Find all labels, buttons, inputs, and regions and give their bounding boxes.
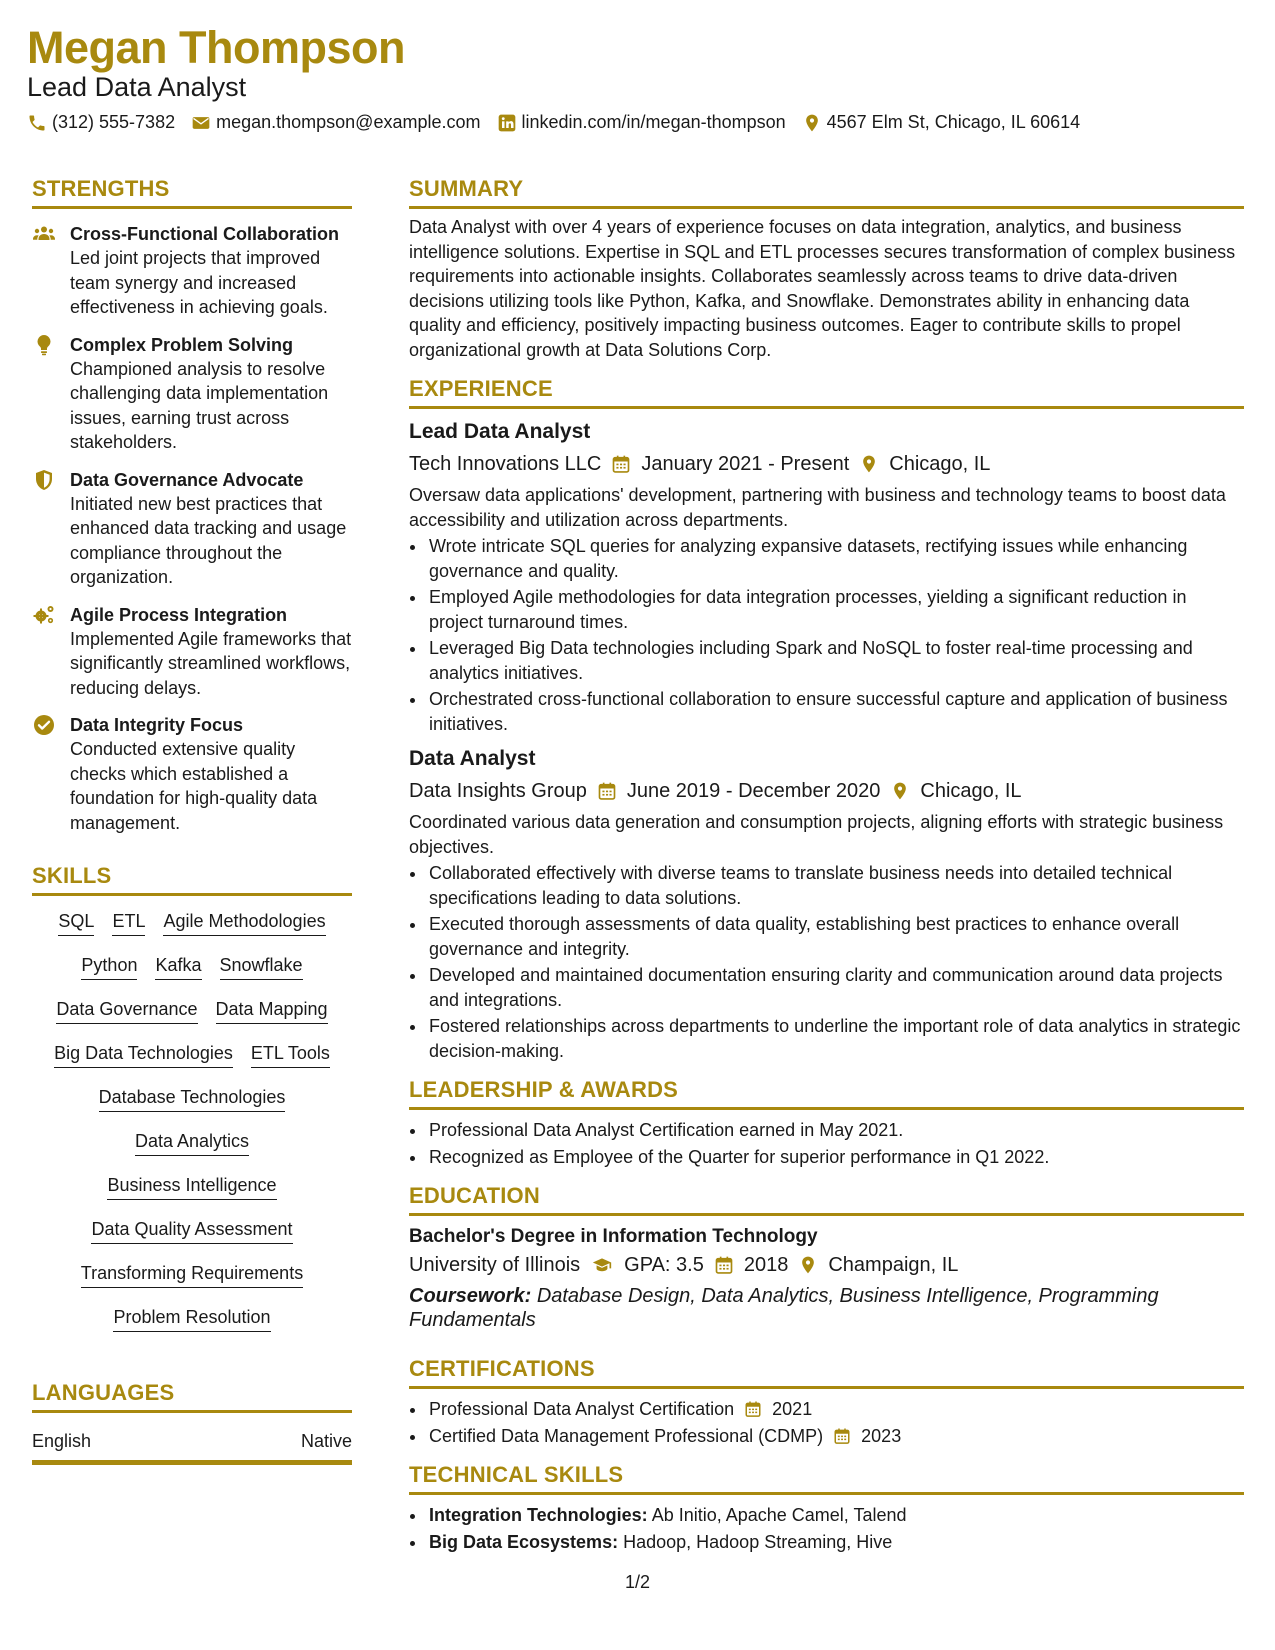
- language-level: Native: [300, 1431, 352, 1451]
- certifications-heading: CERTIFICATIONS: [409, 1356, 1244, 1389]
- certification-year: 2023: [861, 1425, 902, 1446]
- job-description: Coordinated various data generation and consumption projects, aligning efforts with strategic business objectives.: [409, 812, 1224, 857]
- skill-tag: Transforming Requirements: [81, 1262, 303, 1288]
- phone-icon: [27, 113, 47, 133]
- job-meta: [409, 778, 1244, 804]
- strength-item: [32, 714, 352, 835]
- skill-tag: ETL Tools: [251, 1042, 330, 1068]
- linkedin-icon: [497, 113, 517, 133]
- technical-skills-list: [409, 1503, 1244, 1554]
- certification-name: • Certified Data Management Professional (CDMP): [429, 1425, 824, 1446]
- strength-title: Data Governance Advocate: [70, 469, 304, 490]
- languages-heading: LANGUAGES: [32, 1380, 352, 1413]
- left-column: [32, 176, 352, 1465]
- job-description: Oversaw data applications' development, partnering with business and technology teams to boost data accessibility and utilization across departments.: [409, 485, 1226, 530]
- strength-item: [32, 334, 352, 455]
- skill-row: [32, 954, 352, 980]
- skill-tag: Business Intelligence: [107, 1174, 276, 1200]
- education-meta: [409, 1252, 1244, 1278]
- candidate-name: Megan Thompson: [27, 22, 405, 73]
- email-text[interactable]: megan.thompson@example.com: [216, 112, 481, 132]
- skill-row: [32, 1218, 352, 1244]
- check-circle-icon: [32, 713, 56, 737]
- experience-heading: EXPERIENCE: [409, 376, 1244, 409]
- contact-bar: [27, 112, 1247, 133]
- certification-item: [427, 1397, 1244, 1422]
- skill-tag: Problem Resolution: [113, 1306, 270, 1332]
- page-number: 1/2: [624, 1572, 651, 1592]
- resume-header: [27, 22, 1247, 133]
- strength-title: Agile Process Integration: [70, 604, 288, 625]
- job-bullet: • Collaborated effectively with diverse teams to translate business needs into detailed technical specifications leading to data solutions.: [427, 861, 1244, 910]
- calendar-icon: [714, 1255, 734, 1275]
- job-bullet: • Executed thorough assessments of data quality, establishing best practices to enhance overall governance and integrity.: [427, 912, 1244, 961]
- skill-tag: Kafka: [155, 954, 201, 980]
- strength-title: Data Integrity Focus: [70, 715, 244, 735]
- job-location: Chicago, IL: [920, 780, 1022, 802]
- coursework-text: Database Design, Data Analytics, Business Intelligence, Programming Fundamentals: [409, 1285, 1159, 1331]
- technical-skills-heading: TECHNICAL SKILLS: [409, 1462, 1244, 1495]
- strength-item: [32, 604, 352, 701]
- leadership-item: • Recognized as Employee of the Quarter for superior performance in Q1 2022.: [427, 1145, 1244, 1170]
- languages-section: [32, 1380, 352, 1465]
- skill-tag: Data Quality Assessment: [91, 1218, 292, 1244]
- job-bullet: • Wrote intricate SQL queries for analyzing expansive datasets, rectifying issues while enhancing governance and quality.: [427, 534, 1244, 583]
- technical-skill-value: Ab Initio, Apache Camel, Talend: [651, 1505, 907, 1525]
- education-gpa: GPA: 3.5: [624, 1254, 704, 1276]
- contact-phone: [27, 112, 175, 133]
- education-degree: Bachelor's Degree in Information Technology: [409, 1226, 818, 1247]
- calendar-icon: [833, 1427, 851, 1445]
- linkedin-text[interactable]: linkedin.com/in/megan-thompson: [521, 112, 786, 132]
- language-name: English: [32, 1431, 92, 1451]
- skill-tag: Data Governance: [56, 998, 197, 1024]
- job-bullets: [409, 534, 1244, 736]
- skill-row: [32, 998, 352, 1024]
- skill-tag: SQL: [58, 910, 94, 936]
- shield-icon: [32, 468, 56, 492]
- leadership-section: [409, 1077, 1244, 1169]
- skill-row: [32, 1130, 352, 1156]
- job-title: Data Analyst: [409, 747, 536, 770]
- job-company: Data Insights Group: [409, 780, 587, 802]
- certifications-list: [409, 1397, 1244, 1448]
- skill-row: [32, 1042, 352, 1068]
- strength-desc: Initiated new best practices that enhanced data tracking and usage compliance throughout the organization.: [70, 493, 347, 587]
- education-heading: EDUCATION: [409, 1183, 1244, 1216]
- skill-row: [32, 1086, 352, 1112]
- candidate-title: Lead Data Analyst: [27, 72, 247, 102]
- leadership-item: • Professional Data Analyst Certification earned in May 2021.: [427, 1118, 1244, 1143]
- strength-desc: Championed analysis to resolve challenging data implementation issues, earning trust across stakeholders.: [70, 358, 329, 452]
- envelope-icon: [191, 113, 211, 133]
- technical-skill-label: Integration Technologies:: [429, 1505, 648, 1525]
- summary-section: [409, 176, 1244, 362]
- skill-tag: Data Analytics: [135, 1130, 249, 1156]
- skills-heading: SKILLS: [32, 863, 352, 896]
- job-bullet: • Orchestrated cross-functional collaboration to ensure successful capture and application of business initiatives.: [427, 687, 1244, 736]
- address-text: 4567 Elm St, Chicago, IL 60614: [826, 112, 1081, 132]
- job-bullet: • Fostered relationships across departments to underline the important role of data analytics in strategic decision-making.: [427, 1014, 1244, 1063]
- job-location: Chicago, IL: [889, 453, 991, 475]
- skill-row: [32, 1306, 352, 1332]
- users-icon: [32, 222, 56, 246]
- certification-name: • Professional Data Analyst Certification: [429, 1399, 735, 1419]
- job-entry: [409, 419, 1244, 736]
- graduation-cap-icon: [590, 1255, 614, 1275]
- coursework-label: Coursework:: [409, 1285, 532, 1307]
- technical-skills-section: [409, 1462, 1244, 1554]
- strengths-list: [32, 223, 352, 835]
- contact-address: [802, 112, 1081, 133]
- map-pin-icon: [890, 781, 910, 801]
- education-location: Champaign, IL: [828, 1254, 959, 1276]
- technical-skill-label: Big Data Ecosystems:: [429, 1531, 619, 1552]
- calendar-icon: [597, 781, 617, 801]
- job-bullet: • Employed Agile methodologies for data integration processes, yielding a significant reduction in project turnaround times.: [427, 585, 1244, 634]
- job-bullet: • Developed and maintained documentation ensuring clarity and communication around data projects and integrations.: [427, 963, 1244, 1012]
- skill-row: [32, 910, 352, 936]
- technical-skill-item: [427, 1530, 1244, 1555]
- skills-list: [32, 910, 352, 1332]
- education-section: [409, 1183, 1244, 1332]
- calendar-icon: [744, 1400, 762, 1418]
- map-pin-icon: [798, 1255, 818, 1275]
- technical-skill-value: Hadoop, Hadoop Streaming, Hive: [623, 1531, 893, 1552]
- right-column: [409, 176, 1244, 1562]
- skill-row: [32, 1174, 352, 1200]
- contact-email[interactable]: [191, 112, 480, 133]
- job-dates: June 2019 - December 2020: [626, 780, 881, 802]
- contact-linkedin[interactable]: [497, 112, 786, 133]
- map-pin-icon: [859, 454, 879, 474]
- experience-section: [409, 376, 1244, 1063]
- strength-item: [32, 469, 352, 590]
- language-row: [32, 1431, 352, 1465]
- summary-heading: SUMMARY: [409, 176, 1244, 209]
- strength-desc: Led joint projects that improved team synergy and increased effectiveness in achieving goals.: [70, 248, 328, 317]
- strength-title: Complex Problem Solving: [70, 334, 294, 355]
- certification-year: 2021: [772, 1399, 813, 1419]
- technical-skill-item: [427, 1503, 1244, 1528]
- skill-tag: Big Data Technologies: [54, 1042, 233, 1068]
- skill-tag: Snowflake: [220, 954, 303, 980]
- gears-icon: [32, 603, 56, 627]
- certifications-section: [409, 1356, 1244, 1448]
- skill-tag: Data Mapping: [216, 998, 328, 1024]
- phone-text: (312) 555-7382: [52, 112, 176, 132]
- skill-tag: Agile Methodologies: [163, 910, 325, 936]
- job-title: Lead Data Analyst: [409, 420, 591, 443]
- map-pin-icon: [802, 113, 822, 133]
- certification-item: [427, 1424, 1244, 1449]
- strength-desc: Implemented Agile frameworks that significantly streamlined workflows, reducing delays.: [70, 628, 352, 698]
- job-bullet: • Leveraged Big Data technologies including Spark and NoSQL to foster real-time processing and analytics initiatives.: [427, 636, 1244, 685]
- job-bullets: [409, 861, 1244, 1063]
- education-year: 2018: [743, 1254, 789, 1276]
- job-dates: January 2021 - Present: [641, 453, 850, 475]
- summary-text: Data Analyst with over 4 years of experience focuses on data integration, analytics, and business intelligence solutions. Expertise in SQL and ETL processes secures transformation of complex business requirements into actionable insights. Collaborates seamlessly across teams to drive data-driven decisions utilizing tools like Python, Kafka, and Snowflake. Demonstrates ability in enhancing data quality and efficiency, positively impacting business outcomes. Eager to contribute skills to propel organizational growth at Data Solutions Corp.: [409, 217, 1236, 360]
- education-school: University of Illinois: [409, 1254, 581, 1276]
- skill-tag: Python: [81, 954, 137, 980]
- skill-tag: Database Technologies: [99, 1086, 286, 1112]
- strength-desc: Conducted extensive quality checks which established a foundation for high-quality data management.: [70, 739, 318, 833]
- education-coursework: [409, 1284, 1244, 1332]
- skill-tag: ETL: [112, 910, 145, 936]
- job-meta: [409, 451, 1244, 477]
- strengths-heading: STRENGTHS: [32, 176, 352, 209]
- job-company: Tech Innovations LLC: [409, 453, 602, 475]
- lightbulb-icon: [32, 333, 56, 357]
- strength-item: [32, 223, 352, 320]
- calendar-icon: [611, 454, 631, 474]
- skill-row: [32, 1262, 352, 1288]
- strength-title: Cross-Functional Collaboration: [70, 224, 340, 244]
- leadership-heading: LEADERSHIP & AWARDS: [409, 1077, 1244, 1110]
- leadership-list: [409, 1118, 1244, 1169]
- job-entry: [409, 746, 1244, 1063]
